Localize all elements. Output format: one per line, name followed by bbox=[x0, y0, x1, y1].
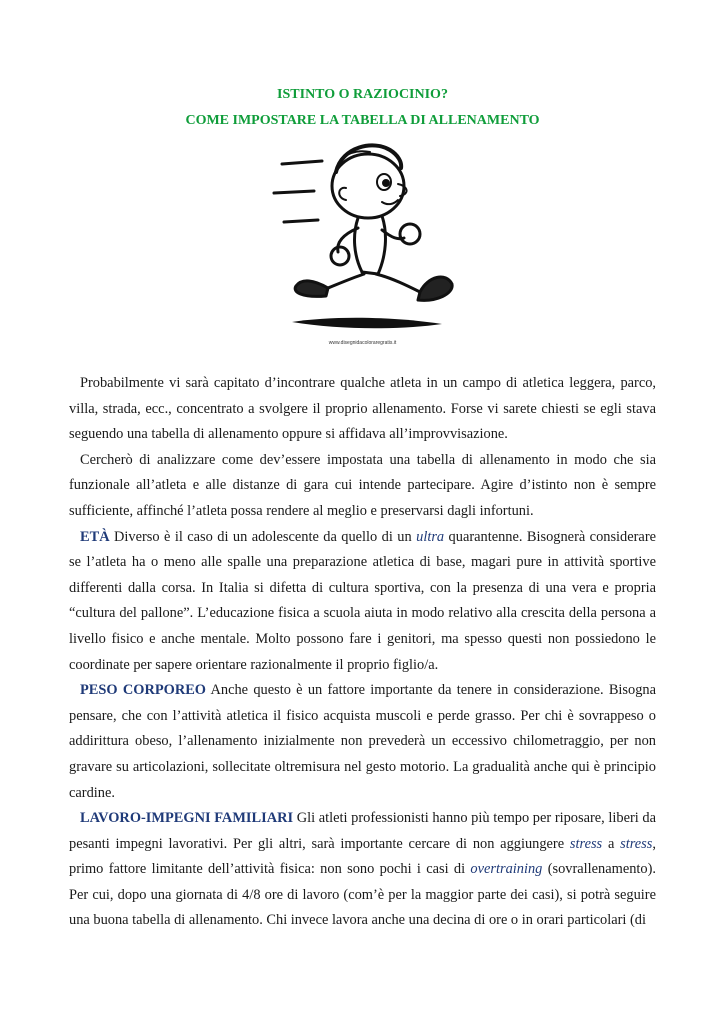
italic-term: stress bbox=[569, 835, 603, 852]
paragraph-text: Gli atleti professionisti hanno più tempo per riposare, liberi da pesanti impegni lavorativi. Per gli altri, sarà importante cercare di non aggiungere bbox=[69, 810, 656, 852]
paragraph-text: a bbox=[602, 835, 621, 852]
document-title: ISTINTO O RAZIOCINIO? bbox=[277, 87, 448, 102]
italic-term: ultra bbox=[416, 528, 445, 545]
paragraph-text: Diverso è il caso di un adolescente da quello di un bbox=[109, 528, 417, 545]
keyword-eta: ETÀ bbox=[80, 528, 110, 545]
paragraph-text: quarantenne. Bisognerà considerare se l’atleta ha o meno alle spalle una preparazione atletica di base, magari pure in attività sportive differenti dalla corsa. In Italia si difetta di cultura sportiva, con la presenza di una vera e propria “cultura del pallone”. L’educazione fisica a scuola aiuta in modo relativo alla crescita della persona a livello fisico e anche mentale. Molto possono fare i genitori, ma spesso questi non possiedono le coordinate per sapere orientare razionalmente il proprio figlio/a. bbox=[69, 528, 656, 673]
running-boy-icon bbox=[270, 138, 460, 338]
italic-term: overtraining bbox=[470, 861, 543, 878]
paragraph-text: , primo fattore limitante dell’attività fisica: non sono pochi i casi di bbox=[69, 835, 656, 878]
keyword-lavoro: LAVORO-IMPEGNI FAMILIARI bbox=[80, 810, 294, 827]
keyword-peso-corporeo: PESO CORPOREO bbox=[80, 682, 207, 699]
paragraph-text: Anche questo è un fattore importante da tenere in considerazione. Bisogna pensare, che con l’attività atletica il fisico acquista muscoli e perde grasso. Per chi è sovrappeso o addirittura obeso, l’allenamento inizialmente non prevederà un eccessivo chilometraggio, per non gravare su articolazioni, sollecitate oltremisura nel gesto motorio. La gradualità anche qui è principio cardine. bbox=[69, 682, 656, 801]
paragraph-text: (sovrallenamento). Per cui, dopo una giornata di 4/8 ore di lavoro (com’è per la maggior parte dei casi), si potrà seguire una buona tabella di allenamento. Chi invece lavora anche una decina di ore o in orari particolari (di bbox=[69, 861, 656, 929]
paragraph-eta bbox=[69, 525, 656, 679]
document-subtitle: COME IMPOSTARE LA TABELLA DI ALLENAMENTO bbox=[185, 113, 540, 128]
document-body bbox=[69, 371, 656, 934]
paragraph-intro: Probabilmente vi sarà capitato d’incontrare qualche atleta in un campo di atletica leggera, parco, villa, strada, ecc., concentrato a svolgere il proprio allenamento. Forse vi sarete chiesti se egli stava seguendo una tabella di allenamento oppure si affidava all’improvvisazione. bbox=[69, 375, 656, 443]
image-credit: www.disegnidacoloraregratis.it bbox=[328, 340, 397, 346]
paragraph-peso bbox=[69, 678, 656, 806]
italic-term: stress bbox=[620, 835, 653, 852]
paragraph-analysis: Cercherò di analizzare come dev’essere impostata una tabella di allenamento in modo che sia funzionale all’atleta e alle distanze di gara cui intende partecipare. Agire d’istinto non è sempre sufficiente, affinché l’atleta possa rendere al meglio e preservarsi dagli infortuni. bbox=[69, 451, 656, 519]
paragraph-lavoro bbox=[69, 806, 656, 934]
